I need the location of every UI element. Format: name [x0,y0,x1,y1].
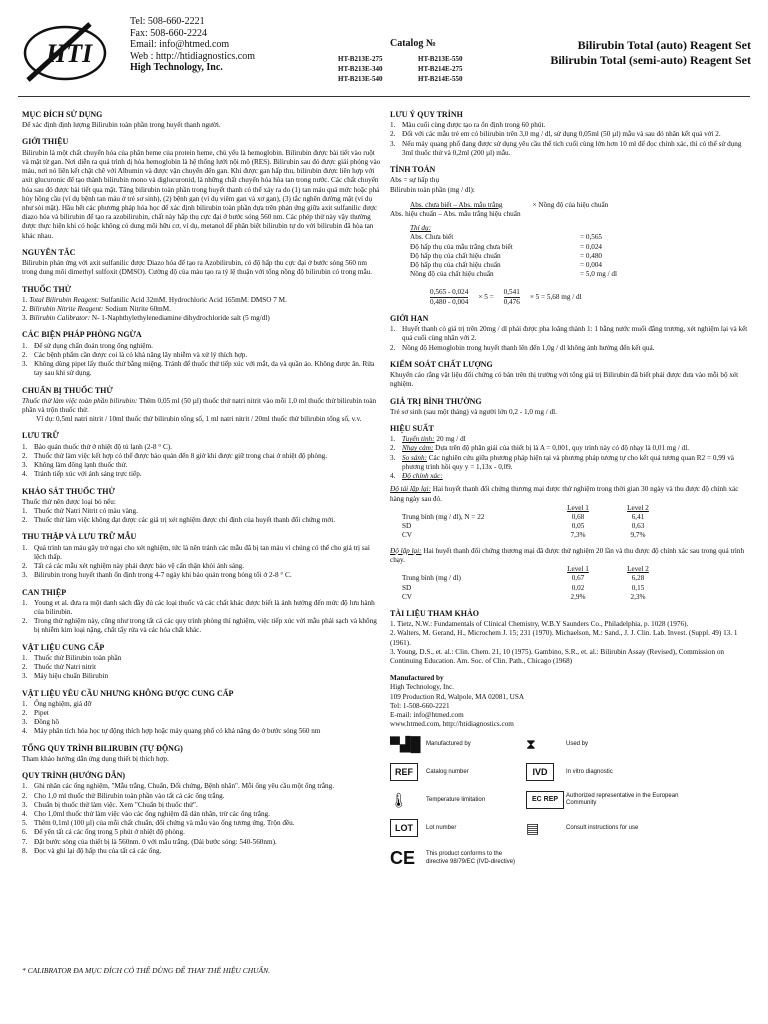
ce-mark-icon: CE [390,848,416,869]
item-number: 2. [22,709,28,717]
item-text: Ghi nhãn các ống nghiệm, "Mẫu trắng, Chuẩn, Đối chứng, Bệnh nhân". Mỗi ống yêu cầu một ống trắng. [34,782,335,791]
calc-op: × 5 = [478,292,494,301]
symbol-caption: Lot number [426,824,457,831]
item-text: Để yên tất cả các ống trong 5 phút ở nhiệt độ phòng. [34,828,185,837]
section-heading: TÀI LIỆU THAM KHẢO [390,608,479,618]
section-text: Thuốc thử nên được loại bỏ nếu: [22,497,116,506]
table-cell: CV [402,531,412,540]
symbol-legend [390,736,750,871]
section-heading: NGUYÊN TẮC [22,247,76,257]
reagent-text: Sulfanilic Acid 32mM. Hydrochloric Acid 165mM. DMSO 7 M. [99,295,287,304]
item-number: 1. [22,507,28,515]
section-heading: GIÁ TRỊ BÌNH THƯỜNG [390,396,482,406]
table-cell: 7,3% [570,531,586,540]
example-rows [410,233,750,279]
item-number: 1. [22,543,28,552]
precision-table-2 [398,565,668,602]
table-cell: 6,41 [631,512,645,521]
example-row [410,261,750,270]
item-number: 1. [390,121,396,130]
text: Thêm 0,05 ml (50 µl) thuốc thử natri nitrit vào mỗi 1,0 ml thuốc thử bilirubin toàn phần và trộn thuốc thử. [22,396,377,414]
header [18,8,753,94]
label: Độ chính xác: [402,472,443,481]
lot-symbol-icon: LOT [390,819,418,837]
header-cell: Level 2 [627,503,649,512]
section-heading: GIỚI HẠN [390,313,429,323]
section-text: Trẻ sơ sinh (sau một tháng) và người lớn 0,2 - 1,0 mg / dl. [390,407,557,416]
list-item [22,801,382,810]
item-number: 2. [390,130,396,139]
catalog-number: HT-B214E-550 [418,74,463,83]
example-key: Độ hấp thụ của chất hiệu chuẩn [410,261,501,270]
example-key: Độ hấp thụ của mẫu trắng chưa biết [410,242,513,251]
example-key: Độ hấp thụ của chất hiệu chuẩn [410,251,501,260]
manufacturer-line: High Technology, Inc. [390,683,454,692]
catalog-block [338,38,498,84]
item-text: Ống nghiệm, giá đỡ [34,699,92,708]
list-item [22,461,382,470]
item-number: 1. [22,699,28,708]
item-number: 1. [22,442,28,451]
table-header [398,565,668,574]
section-heading: MỤC ĐÍCH SỬ DỤNG [22,110,103,119]
item-text: Thuốc thử Natri nitrit [34,663,96,672]
manufacturer-block [390,683,750,729]
section-heading: LƯU TRỮ [22,431,59,441]
item-text: Máy hiệu chuẩn Bilirubin [34,672,109,681]
item-number: 4. [22,810,28,818]
section-text [390,485,750,503]
item-number: 2. [390,343,396,352]
item-text: Máy phân tích hóa học tự động thích hợp hoặc máy quang phổ có khả năng đo ở bước sóng 560 nm [34,727,321,736]
item-number: 8. [22,846,28,855]
item-text: Bảo quản thuốc thử ở nhiệt độ tủ lạnh (2-8 ° C). [34,442,172,451]
list-item [22,838,382,847]
section-heading: THU THẬP VÀ LƯU TRỮ MẪU [22,532,137,542]
item-text: Thuốc thử Natri Nitrit có màu vàng. [34,507,138,515]
item-text: Bilirubin trong huyết thanh ổn định trong 4-7 ngày khi bảo quản trong bóng tối ở 2-8 ° C. [34,571,292,580]
ref-symbol-icon: REF [390,763,418,781]
example-value: = 5,0 mg / dl [580,270,617,279]
header-cell [398,504,548,513]
formula [390,201,750,210]
item-number: 2. [22,562,28,571]
table-cell: Trung bình (mg / dl), N = 22 [402,512,485,521]
example-value: = 0,024 [580,242,603,251]
text: Các nghiên cứu giữa phương pháp hiện tại và phương pháp tương tự cho kết quả tương quan R2 = 0,99 và phương trình hồi quy y = 1,13x - 0,09. [402,453,734,471]
list-item [390,325,750,343]
table-cell: 0,05 [571,522,585,531]
header-divider [18,96,750,97]
item-text: Các bệnh phẩm cần được coi là có khả năng lây nhiễm và xử lý thích hợp. [34,350,248,359]
table-cell: 2,9% [570,592,586,601]
item-number: 3. [22,461,28,470]
item-text: Cho 1,0ml thuốc thử làm việc vào các ống nghiệm đã dán nhãn, trừ các ống trắng. [34,810,270,818]
manufacturer-heading: Manufactured by [390,674,444,683]
item-text: Pipet [34,709,49,717]
item-text: Đặt bước sóng của thiết bị là 560nm. 0 với mẫu trắng. (Dải bước sóng: 540-560nm). [34,837,277,846]
table-cell: 9,7% [630,531,646,540]
left-column [22,110,382,856]
header-cell: Level 1 [567,503,589,512]
frac2-den: 0,476 [503,297,520,306]
item-text: Nồng độ Hemoglobin trong huyết thanh lên đến 1,0g / dl không ảnh hưởng đến kết quả. [402,343,655,352]
product-title [550,38,751,68]
label: Độ lặp lại: [390,546,422,555]
symbol-caption: Authorized representative in the European Community [566,792,679,807]
materials-provided-list [22,654,382,682]
symbol-caption: In vitro diagnostic [566,768,613,775]
ec-rep-icon: EC REP [526,791,564,809]
formula-denominator: Abs. hiệu chuẩn – Abs. mẫu trắng hiệu chuẩn [390,210,521,218]
item-number: 3. [22,360,28,369]
list-item [22,709,382,718]
label: Tuyến tính: [402,435,435,444]
section-heading: KIỂM SOÁT CHẤT LƯỢNG [390,359,493,369]
reagent-label: Total Bilirubin Reagent: [29,295,100,304]
item-number: 3. [22,672,28,681]
frac1-den: 0,480 - 0,004 [430,297,469,306]
item-text: Không làm đông lạnh thuốc thử. [34,461,128,470]
section-heading: LƯU Ý QUY TRÌNH [390,110,463,119]
frac1-num: 0,565 - 0,024 [430,288,468,298]
list-item [22,847,382,856]
list-item [22,828,382,837]
precision-table-1 [398,504,668,541]
item-text: Young et al. đưa ra một danh sách đầy đủ các loại thuốc và các chất khác được biết là ảnh hưởng đến mức độ lưu hành của bilirubin. [34,598,375,616]
catalog-number: HT-B214E-275 [418,64,463,73]
list-item [22,792,382,801]
item-number: 5. [22,819,28,828]
tel: Tel: 508-660-2221 [130,16,205,27]
example-label: Thí dụ: [410,224,431,233]
deterioration-list [22,507,382,525]
item-text: Không dùng pipet lấy thuốc thử bằng miệng. Tránh để thuốc thử tiếp xúc với mắt, da và quần áo. Không được ăn. Rửa tay sau khi sử dụng. [34,360,375,378]
item-number: 1. [22,653,28,662]
section-text: Abs = sự hấp thụ [390,176,440,185]
section-heading: HIỆU SUẤT [390,423,434,433]
table-cell: SD [402,583,412,592]
symbol-caption: Consult instructions for use [566,824,639,831]
section-text: Ví dụ: 0,5ml natri nitrit / 10ml thuốc thử bilirubin tổng số, 1 ml natri nitrit / 20ml thuốc thử bilirubin tổng số, v.v. [36,415,362,424]
perf-item: 4. Độ chính xác: [390,472,750,481]
item-text: Để sử dụng chẩn đoán trong ống nghiệm. [34,341,153,350]
example-row [410,243,750,252]
table-row [398,513,668,522]
table-cell: 0,02 [571,583,585,592]
item-text: Nếu máy quang phổ đang được sử dụng yêu cầu thể tích cuối cùng lớn hơn 10 ml để đọc chính xác, thì có thể sử dụng 3ml thuốc thử và 0,2ml (200 µl) mẫu. [402,139,742,157]
list-item [390,344,750,353]
item-number: 3. [22,314,30,323]
catalog-number: HT-B213E-540 [338,74,383,83]
company-name: High Technology, Inc. [130,62,223,73]
thermometer-icon: 🌡 [390,791,408,808]
section-heading: KHẢO SÁT THUỐC THỬ [22,486,115,496]
section-text: Khuyến cáo rằng vật liệu đối chứng có bán trên thị trường với tổng giá trị Bilirubin đã biết phải được đưa vào mỗi bộ xét nghiệm. [390,371,739,389]
item-text: Thuốc thử làm việc không đạt được các giá trị xét nghiệm được chỉ định của huyết thanh đối chứng mới. [34,516,336,525]
item-number: 4. [22,727,28,736]
example-key: Nồng độ của chất hiệu chuẩn [410,270,494,279]
catalog-number: HT-B213E-275 [338,54,383,63]
list-item [22,351,382,360]
manufacturer-line: E-mail: info@htmed.com [390,711,464,720]
example-row [410,252,750,261]
item-number: 4. [22,470,28,479]
section-text: Bilirubin là một chất chuyển hóa của phân heme của protein heme, chủ yếu là hemoglobin. Bilirubin được bài tiết vào ruột và mật từ gan. Nơi diễn ra quá trình dị hóa hemoglobin là hệ thống lưới nội mô (RES). Bilirubin sau đó được giải phóng vào máu, nơi nó liên kết chặt chẽ với Albumin và được vận chuyển đến gan. Khi được gan hấp thu, bilirubin được liên hợp với axit glucuronic để tạo thành bilirubin mono và diglucuronid, là những chất chuyển hóa hòa tan trong nước. Các chất chuyển hóa sau đó được bài tiết qua mật. Tăng bilirubin toàn phần trong huyết thanh có thể xảy ra do (1) tan máu quá mức hoặc phá hủy hồng cầu (ví dụ bệnh tan máu ở trẻ sơ sinh), (2) bệnh gan (ví dụ viêm gan và xơ gan), (3) tắc nghẽn đường mật (ví dụ như sỏi mật). Hầu hết các phương pháp hóa học để xác định bilirubin toàn phần dựa trên phản ứng giữa axit sulfanilic được diazo hóa và bilirubin để tạo ra azobilirubin, chất này hấp thụ cực đại ở bước sóng 560 nm. Các phép thử này vậy thường được thực hiện khi có hoặc không có dung môi hữu cơ, ví dụ, metanol để phân biệt bilirubin tự do với bilirubin đã hòa tan khác nhau. [22,148,381,240]
procedure-list [22,782,382,856]
table-cell: Trung bình (mg / dl) [402,574,461,583]
section-heading: CÁC BIỆN PHÁP PHÒNG NGỪA [22,330,142,340]
item-text: Đối với các mẫu trẻ em có bilirubin trên 3,0 mg / dl, sử dụng 0,05ml (50 µl) mẫu và sau đó nhân kết quả với 2. [402,130,721,139]
symbol-caption: This product conforms to the directive 98/79/EC (IVD-directive) [426,851,516,865]
item-number: 3. [390,139,396,148]
footnote: * CALIBRATOR ĐA MỤC ĐÍCH CÓ THỂ DÙNG ĐỂ THAY THẾ HIỆU CHUẨN. [22,966,270,975]
item-text: Tất cả các mẫu xét nghiệm này phải được bảo vệ cẩn thận khỏi ánh sáng. [34,562,245,571]
example-calc [390,288,750,307]
list-item [22,516,382,525]
header-cell [398,565,548,574]
fax: Fax: 508-660-2224 [130,27,207,39]
list-item [22,342,382,351]
item-number: 3. [22,718,28,727]
item-number: 1. [22,598,28,607]
item-number: 2. [22,663,28,672]
example-row [410,233,750,242]
logo-text: HTI [46,39,93,68]
book-icon: ▤ [526,819,540,836]
reference-item: 3. Young, D.S., et. al.: Clin. Chem. 21, 10 (1975). Gambino, S.R., et. al.: Bilirubin Assay (Revised), Commission on Continuing Education. Am. Soc. of Clin. Path., Chicago (1968) [390,647,725,666]
interference-list [22,599,382,636]
item-number: 1. [22,782,28,791]
catalog-title: Catalog № [390,38,436,49]
section-heading: GIỚI THIỆU [22,137,69,147]
factory-icon: ▀▟█ [390,735,421,752]
hourglass-icon: ⧗ [526,735,536,752]
reagent-item [22,314,382,323]
title-semi-auto: Bilirubin Total (semi-auto) Reagent Set [550,53,751,67]
item-number: 3. [22,800,28,809]
table-cell: CV [402,592,412,601]
item-number: 2. [22,451,28,460]
item-number: 6. [22,828,28,837]
reagent-list [22,296,382,324]
list-item [22,654,382,663]
table-cell: SD [402,522,412,531]
label: Độ tái lặp lại: [390,485,431,494]
reference-item: 2. Walters, M. Gerand, H., Microchem J. 15; 231 (1970). Michaelson, M.: Sand., J. J. Clin. Lab. Invest. (Suppl. 49) 13. 1 (1961). [390,629,738,647]
list-item [22,617,382,635]
item-number: 3. [22,571,28,580]
frac2-num: 0,541 [504,288,520,298]
section-text: Để xác định định lượng Bilirubin toàn phần trong huyết thanh người. [22,121,221,130]
manufacturer-line: Tel: 1-508-660-2221 [390,701,450,710]
section-heading: CHUẨN BỊ THUỐC THỬ [22,385,113,395]
list-item [22,571,382,580]
web: Web : http://htidiagnostics.com [130,50,256,62]
contact-block [130,16,255,74]
formula-multiplier: × Nồng độ của hiệu chuẩn [532,200,609,209]
symbol-caption: Manufactured by [426,740,471,747]
table-cell: 0,68 [571,512,585,521]
section-text [390,547,750,565]
list-item [22,599,382,617]
manufacturer-line: 109 Production Rd, Walpole, MA 02081, USA [390,692,525,701]
title-auto: Bilirubin Total (auto) Reagent Set [577,38,751,52]
section-heading: TÍNH TOÁN [390,165,436,175]
list-item [22,663,382,672]
reagent-label: Bilirubin Calibrator: [29,314,91,323]
right-column [390,110,750,871]
example-value: = 0,004 [580,261,603,270]
section-heading: CAN THIỆP [22,587,67,597]
item-number: 2. [22,350,28,359]
catalog-number: HT-B213E-550 [418,54,463,63]
section-text: Bilirubin phản ứng với axit sulfanilic được Diazo hóa để tạo ra Azobilirubin, có độ hấp thu cực đại ở bước sóng 560 nm trong dung môi dimethyl sulfoxit (DMSO). Cường độ của màu tạo ra tỷ lệ thuận với tổng nồng độ bilirubin có trong mẫu. [22,259,373,277]
fraction-1 [430,288,468,307]
section-text [22,397,382,415]
item-text: Thêm 0,1ml (100 µl) của mỗi chất chuẩn, đối chứng và mẫu vào ống tương ứng. Trộn đều. [34,819,295,828]
header-cell: Level 2 [627,565,649,574]
storage-list [22,443,382,480]
section-text: Tham khảo hướng dẫn ứng dụng thiết bị thích hợp. [22,754,169,763]
table-row [398,584,668,593]
symbol-caption: Catalog number [426,768,469,775]
table-header [398,504,668,513]
references-list [390,620,750,666]
text: Hai huyết thanh đối chứng thương mại đã được thử nghiệm 20 lần và thu được độ chính xác sau trong quá trình chạy. [390,546,745,564]
table-cell: 2,3% [630,592,646,601]
manufacturer-line: www.htmed.com, http://htidiagnostics.com [390,720,514,729]
table-cell: 0,67 [571,574,585,583]
example-value: = 0,565 [580,233,603,242]
table-cell: 0,63 [631,522,645,531]
fraction-2 [504,288,520,307]
limitations-list [390,325,750,353]
procedure-notes-list [390,121,750,158]
item-text: Quá trình tan máu gây trở ngại cho xét nghiệm, tức là nên tránh các mẫu đã bị tan máu vì chúng có thể cho giá trị sai lệch thấp. [34,543,370,561]
item-number: 1. [22,295,30,304]
item-text: Thuốc thử làm việc kết hợp có thể được bảo quản đến 8 giờ khi được giữ trong chai ở nhiệt độ phòng. [34,451,328,460]
list-item [22,360,382,378]
symbol-caption: Used by [566,740,589,747]
section-heading: VẬT LIỆU CUNG CẤP [22,642,105,652]
catalog-grid [338,55,498,84]
text: 20 mg / dl [434,435,466,444]
ivd-symbol-icon: IVD [526,763,554,781]
specimen-list [22,544,382,581]
section-text: Bilirubin toàn phần (mg / dl): [390,185,475,194]
label: Nhạy cảm: [402,444,434,453]
catalog-number: HT-B213E-340 [338,64,383,73]
section-heading: TỔNG QUY TRÌNH BILIRUBIN (TỰ ĐỘNG) [22,743,183,753]
item-text: Thuốc thử Bilirubin toàn phần [34,653,122,662]
perf-item: 1. Tuyến tính: 20 mg / dl [390,435,466,444]
list-item [22,544,382,562]
hti-logo [20,22,110,84]
item-text: Huyết thanh có giá trị trên 20mg / dl phải được pha loãng thành 1: 1 bằng nước muối đẳng trương, xét nghiệm lại và kết quả cuối cùng nhân với 2. [402,325,748,343]
reagent-text: N- 1-Naphthylethylenediamine dihydrochloride salt (5 mg/dl) [90,314,270,323]
list-item [22,562,382,571]
list-item [22,443,382,452]
list-item [22,452,382,461]
list-item [390,130,750,139]
example-value: = 0,480 [580,251,603,260]
calc-result: × 5 = 5,68 mg / dl [529,292,582,301]
example-block [390,224,750,279]
reagent-text: Sodium Nitrite 60mM. [103,305,171,313]
section-heading: VẬT LIỆU YÊU CẦU NHƯNG KHÔNG ĐƯỢC CUNG CẤP [22,688,234,698]
text: Dựa trên độ phân giải của thiết bị là A = 0,001, quy trình này có độ nhạy là 0,01 mg / dl. [433,444,690,453]
list-item [22,810,382,819]
item-text: Tránh tiếp xúc với ánh sáng trực tiếp. [34,470,142,479]
label: So sánh: [402,453,427,462]
table-row [398,531,668,540]
item-text: Màu cuối cùng được tạo ra ổn định trong 60 phút. [402,121,546,130]
item-number: 1. [390,325,396,334]
item-text: Cho 1,0 ml thuốc thử Bilirubin toàn phần vào tất cả các ống trắng. [34,791,225,800]
item-number: 7. [22,837,28,846]
section-heading: QUY TRÌNH (HƯỚNG DẪN) [22,771,126,781]
item-number: 2. [22,617,28,626]
table-cell: 6,28 [631,574,645,583]
item-text: Đọc và ghi lại độ hấp thu của tất cả các ống. [34,846,162,855]
list-item [22,672,382,681]
list-item [22,507,382,516]
perf-item: 3. So sánh: Các nghiên cứu giữa phương pháp hiện tại và phương pháp tương tự cho kết quả tương quan R2 = 0,99 và phương trình hồi quy y = 1,13x - 0,09. [390,453,734,471]
formula-numerator: Abs. chưa biết – Abs. mẫu trắng [410,200,503,209]
table-row [398,574,668,583]
table-row [398,593,668,602]
email: Email: info@htmed.com [130,39,230,50]
example-key: Abs. Chưa biết [410,233,454,242]
item-text: Chuẩn bị thuốc thử làm việc. Xem "Chuẩn bị thuốc thử". [34,800,198,809]
list-item [22,727,382,736]
precaution-list [22,342,382,379]
item-number: 1. [22,341,28,350]
item-number: 2. [22,791,28,800]
perf-item: 2. Nhạy cảm: Dựa trên độ phân giải của thiết bị là A = 0,001, quy trình này có độ nhạy là 0,01 mg / dl. [390,444,690,453]
reagent-item [22,305,382,314]
symbol-caption: Temperature limitation [426,796,486,803]
table-cell: 0,15 [631,583,645,592]
reagent-item [22,296,382,305]
item-text: Trong thử nghiệm này, cũng như trong tất cả các quy trình phòng thí nghiệm, việc tiếp xúc với mẫu phải sạch và không bị nhiễm kim loại nặng, chất tẩy rửa và các hóa chất khác. [34,617,377,635]
item-text: Đồng hồ [34,718,59,727]
reagent-label: Bilirubin Nitrite Reagent: [29,305,104,313]
label: Thuốc thử làm việc toàn phần bilirubin: [22,396,138,405]
table-row [398,522,668,531]
item-number: 2. [22,516,28,525]
section-heading: THUỐC THỬ [22,284,72,294]
list-item [22,700,382,709]
reference-item: 1. Tietz, N.W.: Fundamentals of Clinical Chemistry, W.B.Y Saunders Co., Philadelphia, p. 1028 (1976). [390,620,689,629]
list-item [390,140,750,158]
materials-required-list [22,700,382,737]
text: Hai huyết thanh đối chứng thương mại được thử nghiệm trong thời gian 30 ngày và thu được độ chính xác hàng ngày sau đó. [390,485,739,503]
list-item [22,470,382,479]
item-number: 2. [22,305,30,313]
list-item [22,782,382,791]
header-cell: Level 1 [567,565,589,574]
example-row [410,270,750,279]
